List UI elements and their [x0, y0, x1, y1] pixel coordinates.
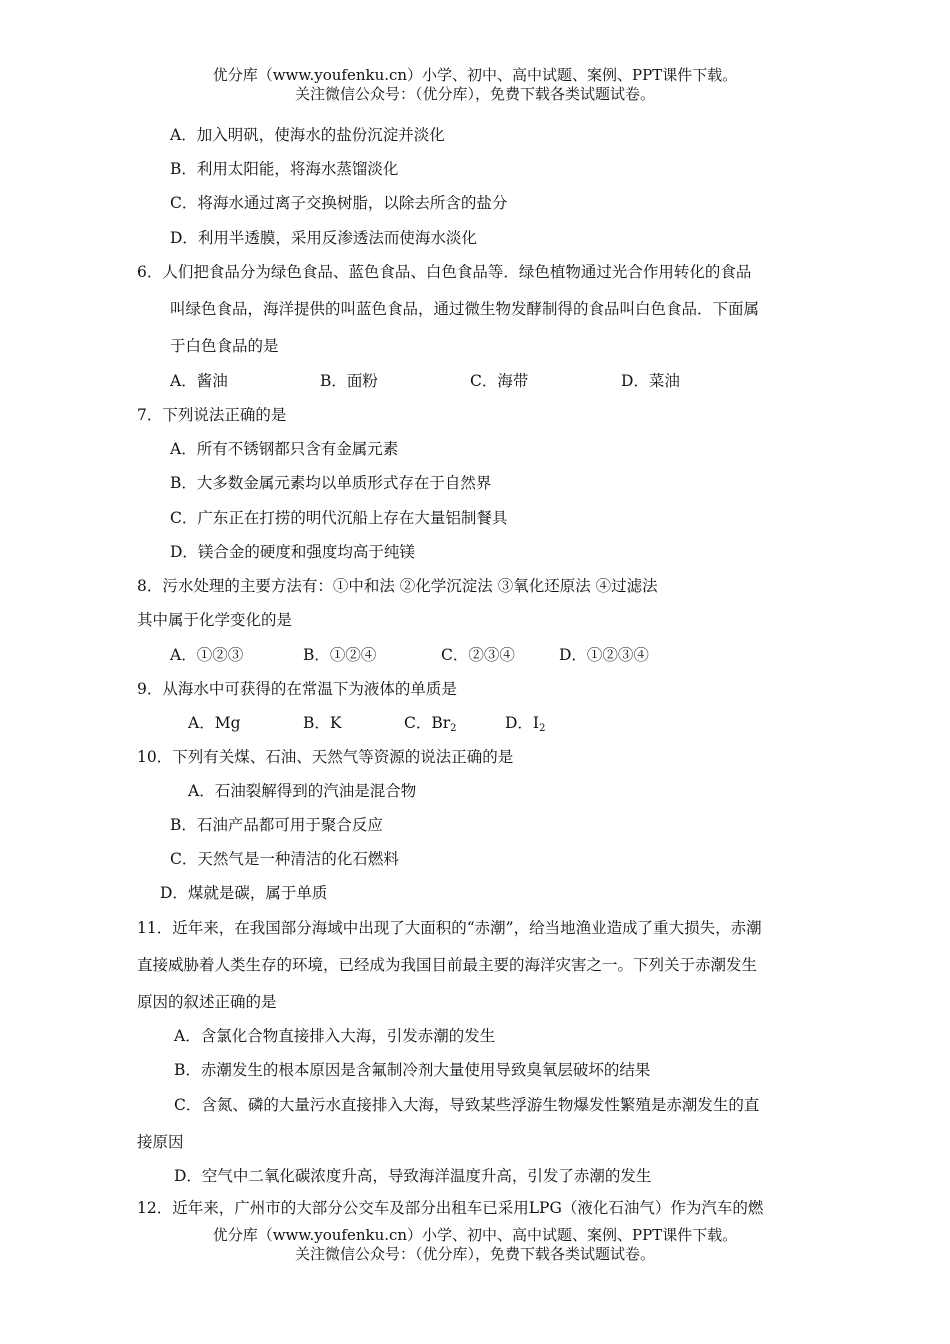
footer-line-1: 优分库（www.youfenku.cn）小学、初中、高中试题、案例、PPT课件下载。: [212, 1226, 738, 1244]
q11-option-c-line-1: C．含氮、磷的大量污水直接排入大海，导致某些浮游生物爆发性繁殖是赤潮发生的直: [174, 1096, 760, 1114]
q8-option-d: D．①②③④: [559, 646, 649, 664]
q9-option-d-subscript: 2: [539, 723, 546, 734]
q10-option-d: D．煤就是碳，属于单质: [160, 884, 328, 902]
q9-option-c: [404, 712, 457, 740]
q11-option-b: B．赤潮发生的根本原因是含氟制冷剂大量使用导致臭氧层破坏的结果: [174, 1061, 651, 1079]
q8-option-c: C．②③④: [441, 646, 515, 664]
q8-stem-line-2: 其中属于化学变化的是: [137, 611, 293, 629]
q11-stem-line-3: 原因的叙述正确的是: [137, 993, 277, 1011]
q6-stem-line-1: 6．人们把食品分为绿色食品、蓝色食品、白色食品等．绿色植物通过光合作用转化的食品: [137, 263, 752, 281]
q11-option-d: D．空气中二氧化碳浓度升高，导致海洋温度升高，引发了赤潮的发生: [174, 1167, 652, 1185]
q6-option-d: D．菜油: [621, 372, 680, 390]
page-header: [0, 66, 950, 104]
q9-option-d: [505, 712, 545, 740]
page-footer: [0, 1226, 950, 1264]
header-line-2: 关注微信公众号：（优分库），免费下载各类试题试卷。: [294, 85, 655, 103]
q7-option-b: B．大多数金属元素均以单质形式存在于自然界: [170, 474, 492, 492]
q5-option-d: D．利用半透膜，采用反渗透法而使海水淡化: [170, 229, 477, 247]
q10-stem: 10．下列有关煤、石油、天然气等资源的说法正确的是: [137, 748, 514, 766]
q9-option-c-text: C．Br: [404, 714, 451, 732]
q5-option-a: A．加入明矾，使海水的盐份沉淀并淡化: [170, 126, 445, 144]
q5-option-b: B．利用太阳能，将海水蒸馏淡化: [170, 160, 399, 178]
q11-stem-line-2: 直接威胁着人类生存的环境，已经成为我国目前最主要的海洋灾害之一。下列关于赤潮发生: [137, 956, 758, 974]
q7-option-d: D．镁合金的硬度和强度均高于纯镁: [170, 543, 415, 561]
q11-stem-line-1: 11．近年来，在我国部分海域中出现了大面积的“赤潮”，给当地渔业造成了重大损失，赤潮: [137, 919, 762, 937]
q8-stem-line-1: 8．污水处理的主要方法有：①中和法 ②化学沉淀法 ③氧化还原法 ④过滤法: [137, 577, 658, 595]
q7-stem: 7．下列说法正确的是: [137, 406, 287, 424]
q9-option-a: A．Mg: [188, 714, 241, 732]
q9-stem: 9．从海水中可获得的在常温下为液体的单质是: [137, 680, 457, 698]
q9-option-c-subscript: 2: [450, 723, 457, 734]
q6-option-b: B．面粉: [320, 372, 378, 390]
q6-stem-line-3: 于白色食品的是: [170, 337, 279, 355]
q7-option-c: C．广东正在打捞的明代沉船上存在大量铝制餐具: [170, 509, 508, 527]
q6-option-c: C．海带: [470, 372, 529, 390]
q9-option-d-text: D．I: [505, 714, 540, 732]
q6-stem-line-2: 叫绿色食品，海洋提供的叫蓝色食品，通过微生物发酵制得的食品叫白色食品．下面属: [170, 300, 760, 318]
header-line-1: 优分库（www.youfenku.cn）小学、初中、高中试题、案例、PPT课件下载。: [212, 66, 738, 84]
footer-line-2: 关注微信公众号：（优分库），免费下载各类试题试卷。: [294, 1245, 655, 1263]
q11-option-c-line-2: 接原因: [137, 1133, 184, 1151]
q8-option-a: A．①②③: [170, 646, 244, 664]
q10-option-a: A．石油裂解得到的汽油是混合物: [188, 782, 417, 800]
q11-option-a: A．含氯化合物直接排入大海，引发赤潮的发生: [174, 1027, 496, 1045]
q12-stem-line-1: 12．近年来，广州市的大部分公交车及部分出租车已采用LPG（液化石油气）作为汽车的燃: [137, 1199, 764, 1217]
q9-option-b: B．K: [303, 714, 342, 732]
q5-option-c: C．将海水通过离子交换树脂，以除去所含的盐分: [170, 194, 508, 212]
q10-option-c: C．天然气是一种清洁的化石燃料: [170, 850, 399, 868]
q10-option-b: B．石油产品都可用于聚合反应: [170, 816, 383, 834]
q6-option-a: A．酱油: [170, 372, 228, 390]
q7-option-a: A．所有不锈钢都只含有金属元素: [170, 440, 399, 458]
q8-option-b: B．①②④: [303, 646, 377, 664]
